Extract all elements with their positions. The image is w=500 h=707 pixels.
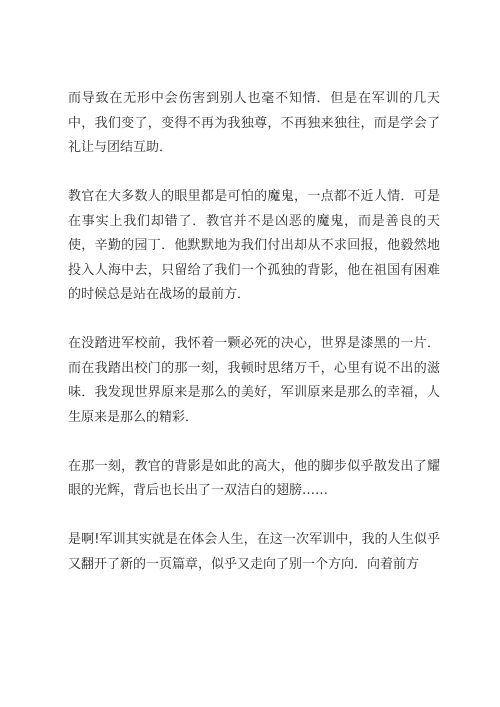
paragraph-1: 而导致在无形中会伤害到别人也毫不知情．但是在军训的几天中，我们变了，变得不再为我独尊，不再独来独往，而是学会了礼让与团结互助． bbox=[68, 91, 440, 155]
paragraph-2: 教官在大多数人的眼里都是可怕的魔鬼，一点都不近人情．可是在事实上我们却错了．教官并不是凶恶的魔鬼，而是善良的天使，辛勤的园丁．他默默地为我们付出却从不求回报，他毅然地投入人海中去，只留给了我们一个孤独的背影，他在祖国有困难的时候总是站在战场的最前方． bbox=[68, 189, 440, 302]
paragraph-5: 是啊!军训其实就是在体会人生，在这一次军训中，我的人生似乎又翻开了新的一页篇章，似乎又走向了别一个方向．向着前方 bbox=[68, 532, 440, 572]
paragraph-4: 在那一刻，教官的背影是如此的高大，他的脚步似乎散发出了耀眼的光辉，背后也长出了一双洁白的翅膀…… bbox=[68, 458, 440, 498]
paragraph-3: 在没踏进军校前，我怀着一颗必死的决心，世界是漆黑的一片．而在我踏出校门的那一刻，我顿时思绪万千，心里有说不出的滋味．我发现世界原来是那么的美好，军训原来是那么的幸福，人生原来是那么的精彩． bbox=[68, 336, 440, 425]
document-body bbox=[68, 87, 440, 577]
